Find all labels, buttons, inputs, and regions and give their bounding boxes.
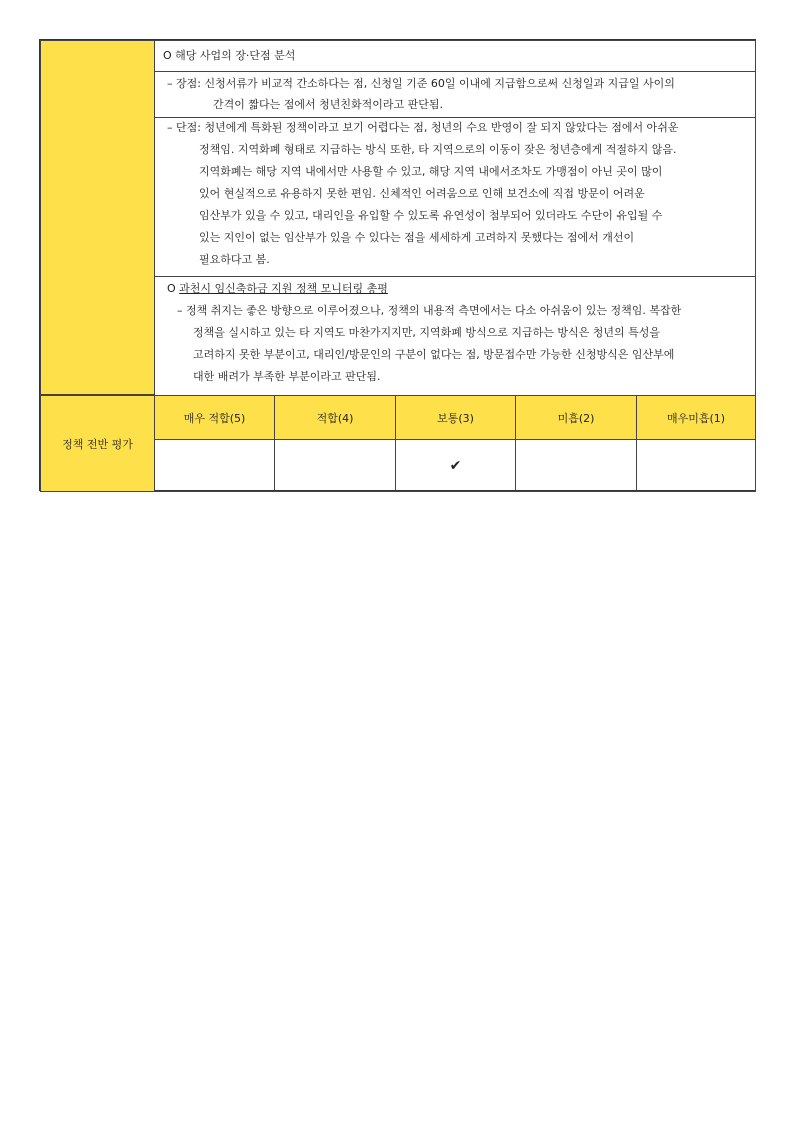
rating-cell-5[interactable]: [154, 439, 275, 492]
cons-line: 지역화폐는 해당 지역 내에서만 사용할 수 있고, 해당 지역 내에서조차도 가맹점이 아닌 곳이 많이: [199, 165, 663, 178]
rating-header-1: 매우미흡(1): [636, 395, 756, 440]
rating-cell-3[interactable]: [395, 439, 516, 492]
cons-line: 정책임. 지역화폐 형태로 지급하는 방식 또한, 타 지역으로의 이동이 잦은 청년층에게 적절하지 않음.: [199, 143, 677, 156]
pros-line: 간격이 짧다는 점에서 청년친화적이라고 판단됨.: [213, 98, 444, 111]
rating-header-2: 미흡(2): [515, 395, 637, 440]
cons-line: 임산부가 있을 수 있고, 대리인을 유입할 수 있도록 유연성이 첨부되어 있더라도 수단이 유입될 수: [199, 209, 663, 222]
monitoring-heading: [167, 279, 388, 299]
rating-header-3: 보통(3): [395, 395, 516, 440]
analysis-heading-cell: [154, 40, 756, 72]
analysis-heading: O 해당 사업의 장·단점 분석: [163, 49, 296, 62]
rating-cell-2[interactable]: [515, 439, 637, 492]
rating-header-5: 매우 적합(5): [154, 395, 275, 440]
monitoring-line: 대한 배려가 부족한 부분이라고 판단됨.: [193, 370, 381, 383]
rating-cell-4[interactable]: [274, 439, 396, 492]
cons-line: 있어 현실적으로 유용하지 못한 편임. 신체적인 어려움으로 인해 보건소에 직접 방문이 어려운: [199, 187, 645, 200]
monitoring-heading-prefix: O: [167, 282, 180, 295]
pros-cell: [154, 71, 756, 118]
monitoring-heading-text: 과천시 임신축하금 지원 정책 모니터링 총평: [179, 282, 388, 295]
cons-line: 필요하다고 봄.: [199, 253, 270, 266]
pros-line: – 장점: 신청서류가 비교적 간소하다는 점, 신청일 기준 60일 이내에 지급함으로써 신청일과 지급일 사이의: [167, 77, 675, 90]
check-icon: ✔: [449, 457, 462, 474]
cons-cell: [154, 117, 756, 277]
cons-line: 있는 지인이 없는 임산부가 있을 수 있다는 점을 세세하게 고려하지 못했다는 점에서 개선이: [199, 231, 635, 244]
monitoring-line: 고려하지 못한 부분이고, 대리인/방문인의 구분이 없다는 점, 방문접수만 가능한 신청방식은 임산부에: [193, 348, 675, 361]
monitoring-cell: [154, 276, 756, 396]
evaluation-label: 정책 전반 평가: [40, 395, 155, 492]
rating-cell-1[interactable]: [636, 439, 756, 492]
monitoring-line: – 정책 취지는 좋은 방향으로 이루어졌으나, 정책의 내용적 측면에서는 다소 아쉬움이 있는 정책임. 복잡한: [177, 304, 682, 317]
left-label-column: [40, 40, 155, 395]
rating-header-4: 적합(4): [274, 395, 396, 440]
cons-line: – 단점: 청년에게 특화된 정책이라고 보기 어렵다는 점, 청년의 수요 반영이 잘 되지 않았다는 점에서 아쉬운: [167, 121, 679, 134]
policy-table: [39, 39, 756, 491]
monitoring-line: 정책을 실시하고 있는 타 지역도 마찬가지지만, 지역화폐 방식으로 지급하는 방식은 청년의 특성을: [193, 326, 660, 339]
